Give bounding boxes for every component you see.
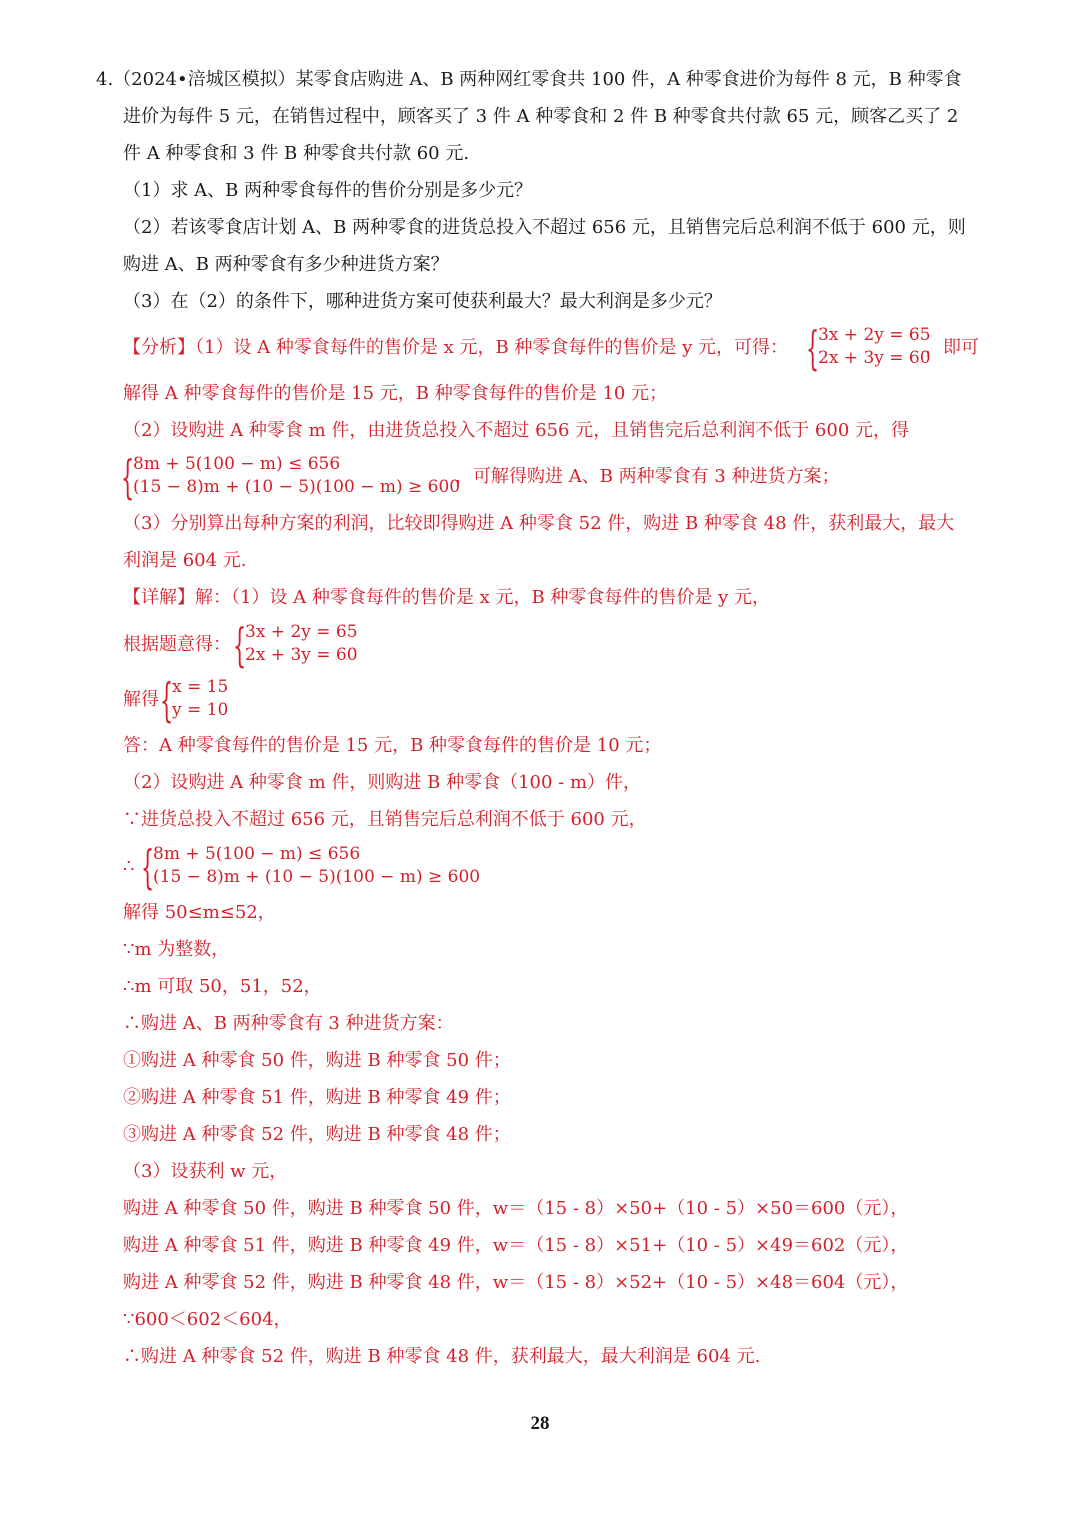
profit-calculation: 购进 A 种零食 51 件，购进 B 种零食 49 件，w＝（15 - 8）×51+（10 - 5）×49＝602（元）， xyxy=(123,1235,909,1256)
equation-row: 3x + 2y = 65 xyxy=(245,622,358,642)
solution-part-2-setup: （2）设购进 A 种零食 m 件，则购进 B 种零食（100 - m）件， xyxy=(123,772,642,793)
sub-question-2-line-2: 购进 A、B 两种零食有多少种进货方案？ xyxy=(123,254,449,275)
solution-solve-label: 解得 xyxy=(123,689,159,710)
inequality-row: (15 − 8)m + (10 − 5)(100 − m) ≥ 600 xyxy=(133,477,461,497)
analysis-2-line-1: （2）设购进 A 种零食 m 件，由进货总投入不超过 656 元，且销售完后总利润不低于 600 元，得 xyxy=(123,420,910,441)
analysis-3-line-2: 利润是 604 元. xyxy=(123,550,247,571)
sub-question-2-line-1: （2）若该零食店计划 A、B 两种零食的进货总投入不超过 656 元，且销售完后总利润不低于 600 元，则 xyxy=(123,217,966,238)
solution-line: ∴m 可取 50，51，52， xyxy=(123,976,322,997)
inequality-row: 8m + 5(100 − m) ≤ 656 xyxy=(153,844,361,864)
solution-line: ∴购进 A、B 两种零食有 3 种进货方案： xyxy=(123,1013,454,1034)
solution-because-line: ∵进货总投入不超过 656 元，且销售完后总利润不低于 600 元， xyxy=(123,809,647,830)
solution-line: ∵m 为整数， xyxy=(123,939,230,960)
profit-comparison: ∵600＜602＜604， xyxy=(123,1309,292,1330)
question-line-1: 4.（2024•涪城区模拟）某零食店购进 A、B 两种网红零食共 100 件，A 种零食进价为每件 8 元，B 种零食 xyxy=(96,69,962,90)
inequality-row: (15 − 8)m + (10 − 5)(100 − m) ≥ 600 xyxy=(153,867,481,887)
sub-question-3: （3）在（2）的条件下，哪种进货方案可使获利最大？最大利润是多少元？ xyxy=(123,291,722,312)
solution-part-3-setup: （3）设获利 w 元， xyxy=(123,1161,288,1182)
profit-calculation: 购进 A 种零食 52 件，购进 B 种零食 48 件，w＝（15 - 8）×52+（10 - 5）×48＝604（元）， xyxy=(123,1272,909,1293)
analysis-3-line-1: （3）分别算出每种方案的利润，比较即得购进 A 种零食 52 件，购进 B 种零食 48 件，获利最大，最大 xyxy=(123,513,955,534)
plan-option: ②购进 A 种零食 51 件，购进 B 种零食 49 件； xyxy=(123,1087,511,1108)
equation-row: x = 15 xyxy=(172,677,229,697)
equation-row: 2x + 3y = 60 xyxy=(818,348,931,368)
document-page: 4.（2024•涪城区模拟）某零食店购进 A、B 两种网红零食共 100 件，A 种零食进价为每件 8 元，B 种零食 进价为每件 5 元，在销售过程中，顾客买了 3 件 A 种零食和 2 件 B 种零食共付款 65 元，顾客乙买了 2 件 A 种零食和 3 件 B 种零食共付款 60 元. （1）求 A、B 两种零食每件的售价分别是多少元？ （2）若该零食店计划 A、B 两种零食的进货总投入不超过 656 元，且销售完后总利润不低于 600 元，则 购进 A、B 两种零食有多少种进货方案？ （3）在（2）的条件下，哪种进货方案可使获利最大？最大利润是多少元？ 【分析】（1）设 A 种零食每件的售价是 x 元，B 种零食每件的售价是 y 元，可得： { 3x + 2y = 65 2x + 3y = 60 ，即可 解得 A 种零食每件的售价是 15 元，B 种零食每件的售价是 10 元； （2）设购进 A 种零食 m 件，由进货总投入不超过 656 元，且销售完后总利润不低于 600 元，得 { 8m + 5(100 − m) ≤ 656 (15 − 8)m + (10 − 5)(100 − m) ≥ 600 ，可解得购进 A、B 两种零食有 3 种进货方案； （3）分别算出每种方案的利润，比较即得购进 A 种零食 52 件，购进 B 种零食 48 件，获利最大，最大 利润是 604 元. 【详解】解：（1）设 A 种零食每件的售价是 x 元，B 种零食每件的售价是 y 元， 根据题意得： { 3x + 2y = 65 2x + 3y = 60 解得 { x = 15 y = 10 答：A 种零食每件的售价是 15 元，B 种零食每件的售价是 10 元； （2）设购进 A 种零食 m 件，则购进 B 种零食（100 - m）件， ∵进货总投入不超过 656 元，且销售完后总利润不低于 600 元， ∴ { 8m + 5(100 − m) ≤ 656 (15 − 8)m + (10 − 5)(100 − m) ≥ 600 解得 50≤m≤52， ∵m 为整数， ∴m 可取 50，51，52， ∴购进 A、B 两种零食有 3 种进货方案： ①购进 A 种零食 50 件，购进 B 种零食 50 件； ②购进 A 种零食 51 件，购进 B 种零食 49 件； ③购进 A 种零食 52 件，购进 B 种零食 48 件； （3）设获利 w 元， 购进 A 种零食 50 件，购进 B 种零食 50 件，w＝（15 - 8）×50+（10 - 5）×50＝600（元）， 购进 A 种零食 51 件，购进 B 种零食 49 件，w＝（15 - 8）×51+（10 - 5）×49＝602（元）， 购进 A 种零食 52 件，购进 B 种零食 48 件，w＝（15 - 8）×52+（10 - 5）×48＝604（元）， ∵600＜602＜604， ∴购进 A 种零食 52 件，购进 B 种零食 48 件，获利最大，最大利润是 604 元. 28 xyxy=(0,0,1080,1526)
solution-setup-label: 根据题意得： xyxy=(123,634,231,655)
plan-option: ①购进 A 种零食 50 件，购进 B 种零食 50 件； xyxy=(123,1050,511,1071)
solution-answer-1: 答：A 种零食每件的售价是 15 元，B 种零食每件的售价是 10 元； xyxy=(123,735,662,756)
sub-question-1: （1）求 A、B 两种零食每件的售价分别是多少元？ xyxy=(123,180,533,201)
question-line-3: 件 A 种零食和 3 件 B 种零食共付款 60 元. xyxy=(123,143,470,164)
equation-row: 3x + 2y = 65 xyxy=(818,325,931,345)
analysis-1-text: 【分析】（1）设 A 种零食每件的售价是 x 元，B 种零食每件的售价是 y 元，可得： xyxy=(123,337,789,358)
analysis-1-tail: ，即可 xyxy=(925,337,979,358)
solution-intro: 【详解】解：（1）设 A 种零食每件的售价是 x 元，B 种零食每件的售价是 y 元， xyxy=(123,587,771,608)
therefore-symbol: ∴ xyxy=(123,856,135,877)
solution-line: 解得 50≤m≤52， xyxy=(123,902,276,923)
analysis-1-line-2: 解得 A 种零食每件的售价是 15 元，B 种零食每件的售价是 10 元； xyxy=(123,383,668,404)
equation-row: 2x + 3y = 60 xyxy=(245,645,358,665)
profit-calculation: 购进 A 种零食 50 件，购进 B 种零食 50 件，w＝（15 - 8）×50+（10 - 5）×50＝600（元）， xyxy=(123,1198,909,1219)
question-line-2: 进价为每件 5 元，在销售过程中，顾客买了 3 件 A 种零食和 2 件 B 种零食共付款 65 元，顾客乙买了 2 xyxy=(123,106,959,127)
plan-option: ③购进 A 种零食 52 件，购进 B 种零食 48 件； xyxy=(123,1124,511,1145)
equation-row: y = 10 xyxy=(172,700,229,720)
page-number: 28 xyxy=(530,1413,550,1434)
final-conclusion: ∴购进 A 种零食 52 件，购进 B 种零食 48 件，获利最大，最大利润是 604 元. xyxy=(123,1346,761,1367)
analysis-2-tail: ，可解得购进 A、B 两种零食有 3 种进货方案； xyxy=(455,466,840,487)
inequality-row: 8m + 5(100 − m) ≤ 656 xyxy=(133,454,341,474)
